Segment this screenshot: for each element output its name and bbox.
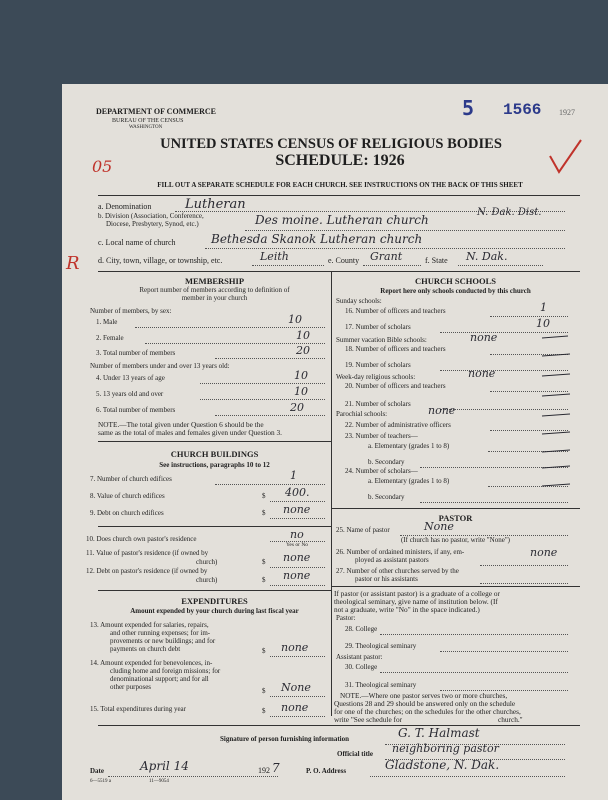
city-town-label: d. City, town, village, or township, etc. (98, 256, 223, 265)
denomination-label: a. Denomination (98, 202, 152, 211)
q23-label: 23. Number of teachers— (345, 432, 418, 440)
q28-label: 28. College (345, 625, 378, 633)
q17-value: 10 (536, 317, 550, 330)
q11-label-1: 11. Value of pastor's residence (if owned by (86, 549, 209, 557)
q14-line-1: 14. Amount expended for benevolences, in- (90, 659, 213, 667)
q12-value: none (283, 569, 311, 582)
address-label: P. O. Address (306, 767, 347, 775)
q13-line-2: and other running expenses; for im- (110, 629, 211, 637)
q29-label: 29. Theological seminary (345, 642, 417, 650)
q14-line-3: denominational support; and for all (110, 675, 209, 683)
year-digit: 7 (272, 761, 280, 775)
q5-label: 5. 13 years old and over (96, 390, 164, 398)
schedule-title: SCHEDULE: 1926 (275, 152, 405, 169)
date-label: Date (90, 767, 104, 775)
official-title-label: Official title (337, 750, 373, 758)
grad-note-2: theological seminary, give name of institution below. (If (334, 597, 498, 606)
q8-value: 400. (285, 486, 310, 499)
q3-label: 3. Total number of members (96, 349, 176, 357)
grad-note-3: not a graduate, write "No" in the space indicated.) (334, 605, 480, 614)
print-code-1: 6—5519 a (90, 779, 111, 784)
q17-label: 17. Number of scholars (345, 323, 411, 331)
column-divider (331, 271, 332, 716)
q16-label: 16. Number of officers and teachers (345, 307, 446, 315)
q9-value: none (283, 503, 311, 516)
form-title: UNITED STATES CENSUS OF RELIGIOUS BODIES (160, 136, 502, 152)
membership-heading: MEMBERSHIP (184, 276, 245, 286)
grad-note-1: If pastor (or assistant pastor) is a graduate of a college or (334, 589, 500, 598)
q2-value: 10 (296, 329, 310, 342)
q1-value: 10 (288, 313, 302, 326)
official-title-value: neighboring pastor (392, 742, 499, 755)
q6-value: 20 (290, 401, 304, 414)
q4-label: 4. Under 13 years of age (96, 374, 165, 382)
q10-label: 10. Does church own pastor's residence (86, 535, 197, 543)
code-mark: 05 (92, 157, 113, 176)
q8-label: 8. Value of church edifices (90, 492, 165, 500)
expenditures-intro: Amount expended by your church during last fiscal year (130, 607, 299, 615)
q25-label: 25. Name of pastor (336, 526, 390, 534)
buildings-heading: CHURCH BUILDINGS (170, 449, 259, 459)
sunday-label: Sunday schools: (336, 297, 382, 305)
small-number: 1927 (559, 108, 575, 117)
q13-line-1: 13. Amount expended for salaries, repairs, (90, 621, 209, 629)
pastor-sub-label: Pastor: (336, 614, 356, 622)
q5-value: 10 (294, 385, 308, 398)
q12-label-2: church) (196, 576, 218, 584)
weekday-value: none (468, 367, 496, 380)
parochial-label: Parochial schools: (336, 410, 388, 418)
schools-intro: Report here only schools conducted by this church (380, 287, 531, 295)
signature-value: G. T. Halmast (398, 726, 480, 740)
q25-value: None (424, 520, 454, 533)
state-value: N. Dak. (466, 250, 508, 263)
q23a-label: a. Elementary (grades 1 to 8) (368, 442, 450, 450)
local-name-label: c. Local name of church (98, 238, 176, 247)
summer-value: none (470, 331, 498, 344)
schools-heading: CHURCH SCHOOLS (415, 276, 496, 286)
q16-value: 1 (540, 301, 547, 314)
rule (98, 195, 580, 196)
checkmark-icon (545, 138, 585, 178)
q22-label: 22. Number of administrative officers (345, 421, 451, 429)
q26-label-1: 26. Number of ordained ministers, if any, em- (336, 548, 465, 556)
yes-no-hint: Yes or No (286, 542, 309, 548)
q24a-label: a. Elementary (grades 1 to 8) (368, 477, 450, 485)
pastor-heading: PASTOR (438, 513, 473, 523)
local-name-value: Bethesda Skanok Lutheran church (211, 232, 423, 246)
q27-label-2: pastor or his assistants (355, 575, 418, 583)
q26-value: none (530, 546, 558, 559)
pastor-note-1: NOTE.—Where one pastor serves two or more churches, (340, 691, 508, 700)
q21-label: 21. Number of scholars (345, 400, 411, 408)
q3-value: 20 (296, 344, 310, 357)
print-code-2: 11—9054 (149, 779, 169, 784)
q14-line-4: other purposes (110, 683, 152, 691)
division-label-1: b. Division (Association, Conference, (98, 212, 204, 220)
q24b-label: b. Secondary (368, 493, 405, 501)
q24-label: 24. Number of scholars— (345, 467, 418, 475)
q18-label: 18. Number of officers and teachers (345, 345, 446, 353)
year-prefix: 192 (258, 766, 270, 775)
summer-label: Summer vacation Bible schools: (336, 336, 427, 344)
address-value: Gladstone, N. Dak. (385, 758, 500, 772)
r-mark: R (66, 253, 80, 274)
q13-line-4: payments on church debt (110, 645, 181, 653)
denomination-value: Lutheran (185, 197, 246, 212)
bureau-label: BUREAU OF THE CENSUS (112, 118, 184, 124)
city-town-value: Leith (260, 250, 289, 263)
q31-label: 31. Theological seminary (345, 681, 417, 689)
membership-intro-1: Report number of members according to definition of (139, 286, 290, 294)
fill-instruction: FILL OUT A SEPARATE SCHEDULE FOR EACH CHURCH. SEE INSTRUCTIONS ON THE BACK OF THIS SHEET (157, 181, 523, 189)
q9-label: 9. Debt on church edifices (90, 509, 164, 517)
q2-label: 2. Female (96, 334, 124, 342)
city-label: WASHINGTON (129, 125, 163, 130)
parochial-value: none (428, 404, 456, 417)
age-label: Number of members under and over 13 years old: (90, 362, 230, 370)
q1-label: 1. Male (96, 318, 118, 326)
membership-note-1: NOTE.—The total given under Question 6 should be the (98, 420, 264, 429)
membership-note-2: same as the total of males and females given under Question 3. (98, 428, 282, 437)
pastor-note-3: for one of the churches; on the schedules for the other churches, (334, 707, 521, 716)
signature-label: Signature of person furnishing information (220, 735, 349, 743)
q19-label: 19. Number of scholars (345, 361, 411, 369)
q14-line-2: cluding home and foreign missions; for (110, 667, 221, 675)
q25-note: (If church has no pastor, write "None") (400, 536, 511, 544)
q7-value: 1 (290, 469, 297, 482)
q13-value: none (281, 641, 309, 654)
census-form-sheet: DEPARTMENT OF COMMERCE BUREAU OF THE CENSUS WASHINGTON 5 1566 1927 UNITED STATES CENSUS OF RELIGIOUS BODIES SCHEDULE: 1926 05 FILL OUT A SEPARATE SCHEDULE FOR EACH CHURCH. SEE INSTRUCTIONS ON THE BACK OF THIS SHEET a. Denomination Lutheran b. Division (Association, Conference, Diocese, Presbytery, Synod, etc.) Des moine. Lutheran church N. Dak. Dist. c. Local name of church Bethesda Skanok Lutheran church R d. City, town, village, or township, etc. Leith e. County Grant f. State N. Dak. MEMBERSHIP Report number of members according to definition of member in your church Number of members, by sex: 1. Male 10 2. Female 10 3. Total number of members 20 Number of members under and over 13 years old: 4. Under 13 years of age 10 5. 13 years old and over 10 6. Total number of members 20 NOTE.—The total given under Question 6 should be the same as the total of males and females given under Question 3. CHURCH BUILDINGS See instructions, paragraphs 10 to 12 7. Number of church edifices 1 8. Value of church edifices $ 400. 9. Debt on church edifices $ none 10. Does church own pastor's residence no Yes or No 11. Value of pastor's residence (if owned by church) $ none 12. Debt on pastor's residence (if owned by church) $ none EXPENDITURES Amount expended by your church during last fiscal year 13. Amount expended for salaries, repairs, and other running expenses; for im- provements or new buildings; and for payments on church debt $ none 14. Amount expended for benevolences, in- cluding home and foreign missions; for denominational support; and for all other purposes $ None 15. Total expenditures during year $ none CHURCH SCHOOLS Report here only schools conducted by this church Sunday schools: 16. Number of officers and teachers 1 17. Number of scholars 10 Summer vacation Bible schools: none 18. Number of officers and teachers 19. Number of scholars Week-day religious schools: none 20. Number of officers and teachers 21. Number of scholars Parochial schools: none 22. Number of administrative officers 23. Number of teachers— a. Elementary (grades 1 to 8) b. Secondary 24. Number of scholars— a. Elementary (grades 1 to 8) b. Secondary PASTOR 25. Name of pastor None (If church has no pastor, write "None") 26. Number of ordained ministers, if any, em- ployed as assistant pastors none 27. Number of other churches served by the pastor or his assistants If pastor (or assistant pastor) is a graduate of a college or theological seminary, give name of institution below. (If not a graduate, write "No" in the space indicated.) Pastor: 28. College 29. Theological seminary Assistant pastor: 30. College 31. Theological seminary NOTE.—Where one pastor serves two or more churches, Questions 28 and 29 should be answered only on the schedule for one of the churches; on the schedules for the other churches, write "See schedule for church." Signature of person furnishing information G. T. Halmast Official title neighboring pastor Date April 14 192 7 6—5519 a 11—9054 P. O. Address Gladstone, N. Dak. (62, 84, 608, 800)
q14-value: None (281, 681, 311, 694)
membership-intro-2: member in your church (181, 294, 248, 302)
assistant-sub-label: Assistant pastor: (336, 653, 383, 661)
q27-label-1: 27. Number of other churches served by the (336, 567, 459, 575)
q11-value: none (283, 551, 311, 564)
division-value: Des moine. Lutheran church (255, 213, 429, 227)
county-label: e. County (328, 256, 360, 265)
dash-marks (540, 330, 580, 500)
weekday-label: Week-day religious schools: (336, 373, 416, 381)
q6-label: 6. Total number of members (96, 406, 176, 414)
date-value: April 14 (140, 759, 189, 773)
q4-value: 10 (294, 369, 308, 382)
q15-value: none (281, 701, 309, 714)
sex-label: Number of members, by sex: (90, 307, 172, 315)
division-label-2: Diocese, Presbytery, Synod, etc.) (106, 220, 199, 228)
q15-label: 15. Total expenditures during year (90, 705, 186, 713)
q10-value: no (290, 528, 304, 541)
q11-label-2: church) (196, 558, 218, 566)
dept-label: DEPARTMENT OF COMMERCE (96, 107, 217, 116)
stamp-prefix: 5 (462, 96, 475, 120)
q7-label: 7. Number of church edifices (90, 475, 172, 483)
q30-label: 30. College (345, 663, 378, 671)
division-extra: N. Dak. Dist. (477, 207, 542, 218)
pastor-note-4: write "See schedule for (334, 715, 403, 724)
pastor-note-2: Questions 28 and 29 should be answered only on the schedule (334, 699, 516, 708)
q20-label: 20. Number of officers and teachers (345, 382, 446, 390)
stamp-number: 1566 (503, 101, 542, 119)
pastor-note-5: church." (498, 715, 523, 724)
state-label: f. State (425, 256, 448, 265)
county-value: Grant (370, 250, 403, 263)
expenditures-heading: EXPENDITURES (181, 596, 248, 606)
q26-label-2: ployed as assistant pastors (355, 556, 429, 564)
q13-line-3: provements or new buildings; and for (110, 637, 216, 645)
buildings-intro: See instructions, paragraphs 10 to 12 (159, 461, 270, 469)
q12-label-1: 12. Debt on pastor's residence (if owned by (86, 567, 208, 575)
q23b-label: b. Secondary (368, 458, 405, 466)
